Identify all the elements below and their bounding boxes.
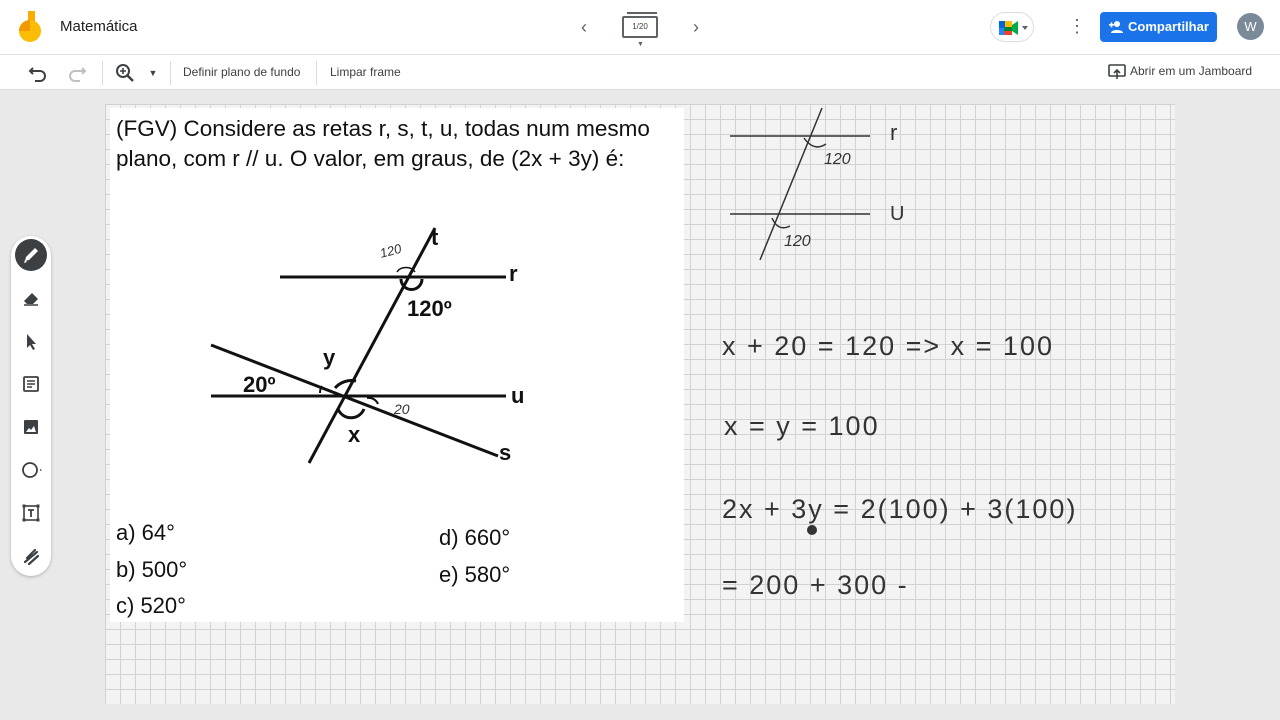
label-angle-20: 20º bbox=[243, 372, 276, 397]
toolbar-divider bbox=[316, 61, 317, 85]
open-in-jamboard-button[interactable] bbox=[1108, 64, 1253, 83]
image-tool-icon[interactable] bbox=[15, 411, 47, 443]
label-x: x bbox=[348, 422, 361, 447]
document-title[interactable]: Matemática bbox=[60, 18, 138, 35]
next-frame-button[interactable]: › bbox=[693, 17, 699, 37]
share-button-label: Compartilhar bbox=[1128, 19, 1209, 34]
handwritten-notes[interactable] bbox=[680, 100, 1280, 660]
label-r: r bbox=[509, 261, 518, 286]
work-line-2: x = y = 100 bbox=[724, 411, 880, 441]
option-a: a) 64° bbox=[116, 520, 175, 545]
pen-tool-icon[interactable] bbox=[15, 239, 47, 271]
zoom-dropdown-chevron-down-icon[interactable]: ▼ bbox=[148, 68, 158, 78]
problem-image[interactable] bbox=[110, 108, 684, 622]
handwritten-20: 20 bbox=[394, 401, 410, 417]
set-background-button[interactable]: Definir plano de fundo bbox=[183, 65, 301, 79]
label-angle-120: 120º bbox=[407, 296, 452, 321]
angle-arc-20 bbox=[320, 386, 322, 393]
eraser-tool-icon[interactable] bbox=[15, 282, 47, 314]
undo-icon[interactable] bbox=[27, 62, 49, 84]
select-tool-icon[interactable] bbox=[15, 325, 47, 357]
geometry-figure bbox=[110, 208, 684, 608]
clear-frame-button[interactable]: Limpar frame bbox=[330, 65, 401, 79]
handwritten-120: 120 bbox=[378, 240, 404, 261]
question-text: (FGV) Considere as retas r, s, t, u, todas num mesmo plano, com r // u. O valor, em graus, de (2x + 3y) é: bbox=[116, 116, 650, 171]
frame-toolbar bbox=[0, 54, 1280, 90]
label-t: t bbox=[431, 225, 439, 250]
frame-list-caret-icon[interactable]: ▼ bbox=[637, 41, 644, 48]
option-b: b) 500° bbox=[116, 557, 188, 582]
more-options-button[interactable]: ⋮ bbox=[1068, 16, 1086, 36]
option-c: c) 520° bbox=[116, 593, 186, 618]
previous-frame-button[interactable]: ‹ bbox=[581, 17, 587, 37]
option-e: e) 580° bbox=[439, 562, 511, 587]
option-d: d) 660° bbox=[439, 525, 511, 550]
frame-counter-button[interactable] bbox=[622, 16, 658, 38]
angle-arc-20-hand bbox=[367, 398, 378, 404]
share-button[interactable] bbox=[1100, 12, 1217, 42]
label-s: s bbox=[499, 440, 512, 465]
sketch-arc-bottom bbox=[772, 218, 790, 228]
pen-cursor-dot bbox=[807, 525, 817, 535]
open-in-jamboard-label: Abrir em um Jamboard bbox=[1130, 64, 1253, 78]
redo-icon[interactable] bbox=[66, 62, 88, 84]
add-person-icon bbox=[1109, 20, 1124, 34]
zoom-icon[interactable] bbox=[114, 62, 136, 84]
sketch-label-u: U bbox=[890, 203, 905, 225]
frame-counter: 1/20 bbox=[632, 22, 648, 31]
label-u: u bbox=[511, 383, 525, 408]
sketch-label-r: r bbox=[890, 120, 898, 145]
jamboard-logo-icon[interactable] bbox=[18, 10, 42, 49]
angle-arc-120 bbox=[401, 279, 422, 290]
label-y: y bbox=[323, 345, 336, 370]
text-box-tool-icon[interactable] bbox=[15, 497, 47, 529]
open-in-app-icon bbox=[1108, 64, 1126, 80]
account-avatar[interactable]: W bbox=[1237, 13, 1264, 40]
work-line-4: = 200 + 300 - bbox=[722, 570, 909, 600]
tool-palette bbox=[11, 236, 51, 576]
top-bar bbox=[0, 0, 1280, 54]
sticky-note-tool-icon[interactable] bbox=[15, 368, 47, 400]
meet-button[interactable] bbox=[990, 12, 1034, 42]
meet-icon bbox=[991, 13, 1035, 43]
work-line-1: x + 20 = 120 => x = 100 bbox=[722, 331, 1054, 361]
laser-tool-icon[interactable] bbox=[15, 540, 47, 572]
sketch-120-top: 120 bbox=[824, 151, 851, 168]
sketch-120-bottom: 120 bbox=[784, 233, 811, 250]
frame-navigator bbox=[570, 10, 710, 46]
toolbar-divider bbox=[170, 61, 171, 85]
work-line-3: 2x + 3y = 2(100) + 3(100) bbox=[722, 494, 1078, 524]
shape-tool-icon[interactable] bbox=[15, 454, 47, 486]
toolbar-divider bbox=[102, 61, 103, 85]
angle-arc-x bbox=[338, 409, 364, 418]
